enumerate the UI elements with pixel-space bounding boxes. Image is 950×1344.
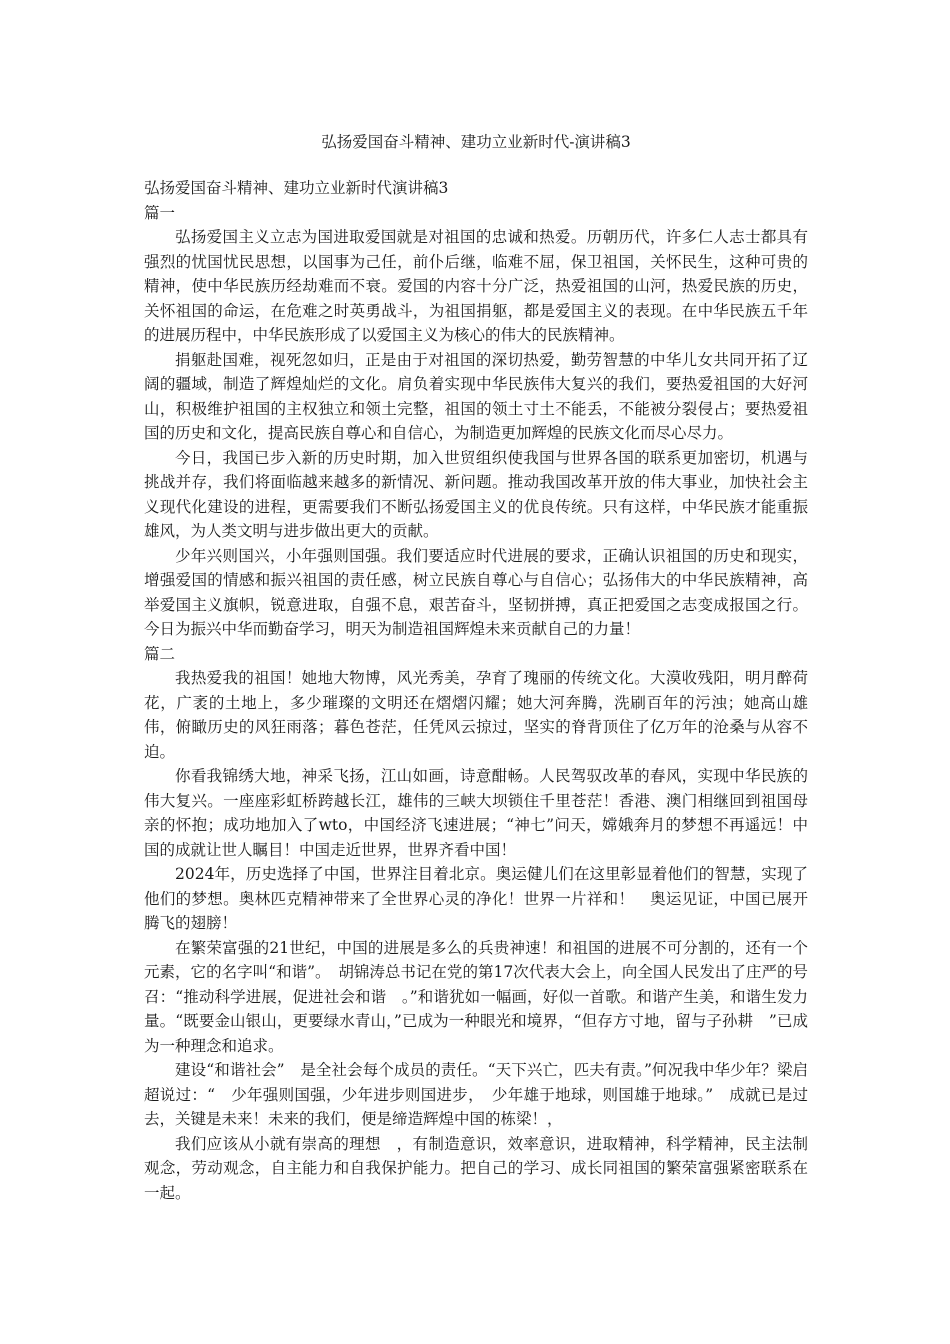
document-title: 弘扬爱国奋斗精神、建功立业新时代-演讲稿3 (321, 133, 631, 151)
paragraph: 我们应该从小就有崇高的理想 ，有制造意识，效率意识，进取精神，科学精神，民主法制观念，劳动观念，自主能力和自我保护能力。把自己的学习、成长同祖国的繁荣富强紧密联系在一起。 (144, 1134, 808, 1202)
paragraph: 弘扬爱国主义立志为国进取爱国就是对祖国的忠诚和热爱。历朝历代，许多仁人志士都具有强烈的忧国忧民思想，以国事为己任，前仆后继，临难不屈，保卫祖国，关怀民生，这种可贵的精神，使中华民族历经劫难而不衰。爱国的内容十分广泛，热爱祖国的山河，热爱民族的历史，关怀祖国的命运，在危难之时英勇战斗，为祖国捐躯，都是爱国主义的表现。在中华民族五千年的进展历程中，中华民族形成了以爱国主义为核心的伟大的民族精神。 (144, 228, 808, 344)
document-subtitle: 弘扬爱国奋斗精神、建功立业新时代演讲稿3 (144, 179, 449, 197)
paragraph: 我热爱我的祖国！她地大物博，风光秀美，孕育了瑰丽的传统文化。大漠收残阳，明月醉荷花，广袤的土地上，多少璀璨的文明还在熠熠闪耀；她大河奔腾，洗刷百年的污浊；她高山雄伟，俯瞰历史的风狂雨落；暮色苍茫，任凭风云掠过，坚实的脊背顶住了亿万年的沧桑与从容不迫。 (144, 669, 808, 761)
section-label-2: 篇二 (144, 644, 176, 663)
paragraph: 今日，我国已步入新的历史时期，加入世贸组织使我国与世界各国的联系更加密切，机遇与挑战并存，我们将面临越来越多的新情况、新问题。推动我国改革开放的伟大事业，加快社会主义现代化建设的进程，更需要我们不断弘扬爱国主义的优良传统。只有这样，中华民族才能重振雄风，为人类文明与进步做出更大的贡献。 (144, 448, 808, 540)
paragraph: 建设“和谐社会” 是全社会每个成员的责任。“天下兴亡，匹夫有责。”何况我中华少年？梁启超说过：“ 少年强则国强，少年进步则国进步， 少年雄于地球，则国雄于地球。” 成就已是过去，关键是未来！未来的我们，便是缔造辉煌中国的栋梁！， (144, 1061, 808, 1128)
section-label-1: 篇一 (144, 203, 176, 222)
paragraph: 捐躯赴国难，视死忽如归，正是由于对祖国的深切热爱，勤劳智慧的中华儿女共同开拓了辽阔的疆域，制造了辉煌灿烂的文化。肩负着实现中华民族伟大复兴的我们，要热爱祖国的大好河山，积极维护祖国的主权独立和领土完整，祖国的领土寸土不能丢，不能被分裂侵占；要热爱祖国的历史和文化，提高民族自尊心和自信心，为制造更加辉煌的民族文化而尽心尽力。 (144, 350, 808, 442)
paragraph: 你看我锦绣大地，神采飞扬，江山如画，诗意酣畅。人民驾驭改革的春风，实现中华民族的伟大复兴。一座座彩虹桥跨越长江，雄伟的三峡大坝锁住千里苍茫！香港、澳门相继回到祖国母亲的怀抱；成功地加入了wto，中国经济飞速进展；“神七”问天，嫦娥奔月的梦想不再遥远！中国的成就让世人瞩目！中国走近世界，世界齐看中国！ (144, 767, 808, 859)
paragraph: 2024年，历史选择了中国，世界注目着北京。奥运健儿们在这里彰显着他们的智慧，实现了他们的梦想。奥林匹克精神带来了全世界心灵的净化！世界一片祥和！ 奥运见证，中国已展开腾飞的翅膀！ (144, 865, 808, 932)
document-body (144, 176, 808, 1205)
paragraph: 在繁荣富强的21世纪，中国的进展是多么的兵贵神速！和祖国的进展不可分割的，还有一个元素，它的名字叫“和谐”。 胡锦涛总书记在党的第17次代表大会上，向全国人民发出了庄严的号召：“推动科学进展，促进社会和谐 。”和谐犹如一幅画，好似一首歌。和谐产生美，和谐生发力量。“既要金山银山，更要绿水青山，”已成为一种眼光和境界，“但存方寸地，留与子孙耕 ”已成为一种理念和追求。 (144, 938, 808, 1055)
paragraph: 少年兴则国兴，小年强则国强。我们要适应时代进展的要求，正确认识祖国的历史和现实，增强爱国的情感和振兴祖国的责任感，树立民族自尊心与自信心；弘扬伟大的中华民族精神，高举爱国主义旗帜，锐意进取，自强不息，艰苦奋斗，坚韧拼搏，真正把爱国之志变成报国之行。今日为振兴中华而勤奋学习，明天为制造祖国辉煌未来贡献自己的力量！ (144, 546, 808, 638)
